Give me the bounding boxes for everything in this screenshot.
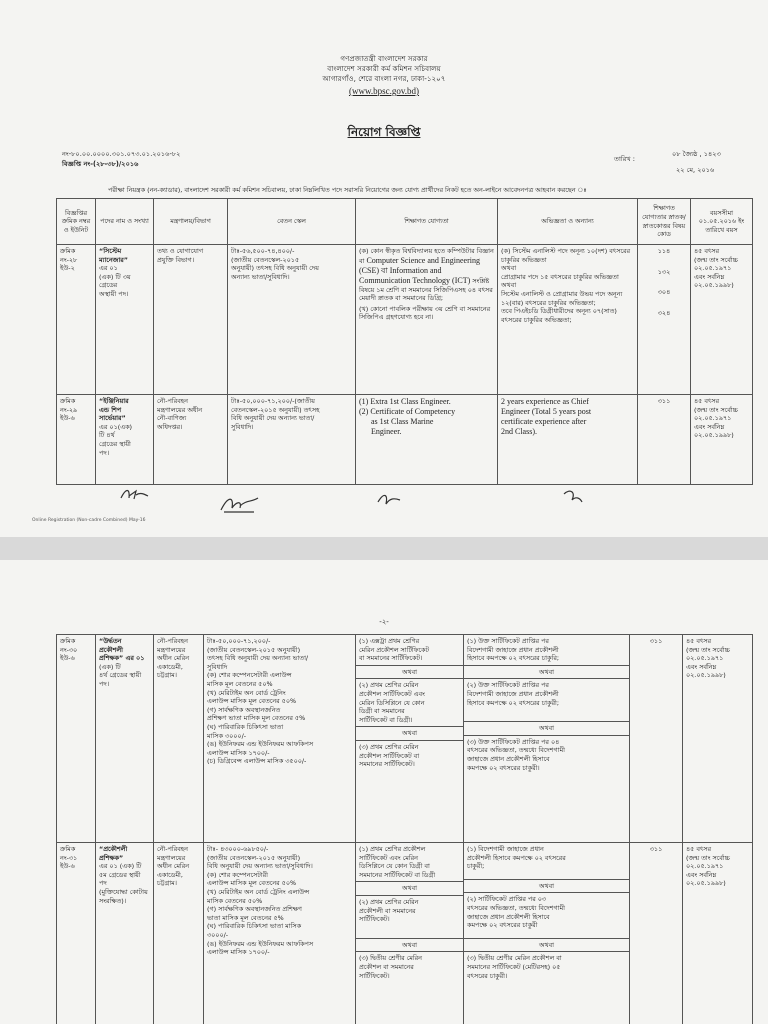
row30-serial: ক্রমিক নং-৩০ ইউ-৬ — [57, 635, 96, 843]
signature-4 — [560, 486, 584, 506]
row30-age: ৪৫ বৎসর (জন্ম তাং সর্বোচ্চ ০২.০৫.১৯৭১ এবং সর্বনিম্ন ০২.০৫.১৯৯৮) — [683, 635, 753, 843]
govt-title: গণপ্রজাতন্ত্রী বাংলাদেশ সরকার — [340, 54, 428, 63]
row31-subject-code: ৩১১ — [630, 843, 683, 1024]
row29-post: “ইঞ্জিনিয়ার এন্ড শিপ সার্ভেয়ার” এর ০১(এক) টি ৪র্থ গ্রেডের স্থায়ী পদ। — [96, 395, 154, 485]
or-divider: অথবা — [401, 940, 418, 949]
row28-education: (ক) কোন স্বীকৃত বিশ্ববিদ্যালয় হতে কম্পিউটার বিজ্ঞান বা Computer Science and Engineering (CSE) বা Information and Communication Technology (ICT) সংশ্লিষ্ট বিষয়ে ১ম শ্রেণি বা সমমানের সিজিপিএসহ ০৪ বৎসর মেয়াদী স্নাতক বা সমমানের ডিগ্রি; (খ) কোনো পাবলিক পরীক্ষায় ৩য় শ্রেণি বা সমমানের সিজিপিএ গ্রহণযোগ্য হবে না। — [356, 245, 498, 395]
row30-post: “উর্দ্ধতন প্রকৌশলী প্রশিক্ষক” এর ০১ (এক) টি ৪র্থ গ্রেডের স্থায়ী পদ। — [96, 635, 154, 843]
memo-number: নং-৮০.০০.০০০০.৩০১.০৭৩.০১.২০১৬-৮২ — [62, 150, 181, 158]
date-english: ২২ মে, ২০১৬ — [676, 166, 715, 174]
row29-age: ৪৫ বৎসর (জন্ম তাং সর্বোচ্চ ০২.০৫.১৯৭১ এবং সর্বনিম্ন ০২.০৫.১৯৯৮) — [691, 395, 753, 485]
signature-2 — [218, 492, 262, 516]
row28-experience: (ক) সিস্টেম এনালিস্ট পদে অনূন্য ১০(দশ) বৎসরের চাকুরির অভিজ্ঞতা অথবা প্রোগ্রামার পদে ১৫ বৎসরের চাকুরির অভিজ্ঞতা অথবা সিস্টেম এনালিস্ট ও প্রোগ্রামার উভয় পদে অনূন্য ১২(বার) বৎসরের চাকুরির অভিজ্ঞতা; তবে পিএইচডি ডিগ্রীধারীদের অনূন্য ০৭(সাত) বৎসরের চাকুরির অভিজ্ঞতা; — [498, 245, 638, 395]
col-age: বয়সসীমা ০১.০৫.২০১৬ ইং তারিখে বয়স — [691, 199, 753, 245]
row29-ministry: নৌ-পরিবহন মন্ত্রণালয়ের অধীন নৌ-বাণিজ্য অধিদপ্তর। — [154, 395, 228, 485]
table-row — [57, 395, 753, 485]
col-post: পদের নাম ও সংখ্যা — [96, 199, 154, 245]
row29-education: (1) Extra 1st Class Engineer. (2) Certificate of Competency as 1st Class Marine Engineer. — [356, 395, 498, 485]
commission-title: বাংলাদেশ সরকারী কর্ম কমিশন সচিবালয় — [327, 64, 441, 73]
or-divider: অথবা — [401, 667, 418, 676]
or-divider: অথবা — [401, 884, 418, 893]
jobs-table-page1 — [56, 198, 753, 485]
col-serial: বিজ্ঞপ্তির ক্রমিক নম্বর ও ইউনিট — [57, 199, 96, 245]
col-ministry: মন্ত্রণালয়/বিভাগ — [154, 199, 228, 245]
row31-experience: (১) বিদেশগামী জাহাজে প্রধান প্রকৌশলী হিসাবে কমপক্ষে ০২ বৎসরের চাকুরী; অথবা (২) সার্টিফিকেট প্রাপ্তির পর ০৩ বৎসরের অভিজ্ঞতা, তন্মধ্যে বিদেশগামী জাহাজে প্রধান প্রকৌশলী হিসাবে কমপক্ষে ০২ বৎসরের চাকুরী অথবা (৩) দ্বিতীয় শ্রেণীর মেরিন প্রকৌশল বা সমমানের সার্টিফিকেট (মেটিরসহ) ০৫ বৎসরের চাকুরী। — [464, 843, 630, 1024]
website-link[interactable]: (www.bpsc.gov.bd) — [348, 86, 420, 96]
row31-pay: টাঃ- ৪৩০০০-৬৯৮৫০/- (জাতীয় বেতনস্কেল-২০১৫ অনুযায়ী) বিধি অনুযায়ী দেয় অন্যান্য ভাতা/সুবিধাদি। (ক) শোর কম্পেনসেটারী এলাউন্স মাসিক মূল বেতনের ৫০% (খ) মেরিটাইম অন বোর্ড ট্রেনিং এলাউন্স মাসিক বেতনের ৫০% (গ) সার্বক্ষণিক অবস্থানজনিত প্রশিক্ষণ ভাতা মাসিক মূল বেতনের ৫% (ঘ) পারিবারিক চিকিৎসা ভাতা মাসিক ৩০০০/- (ঙ) ইউনিফরম এন্ড ইউনিফরম আফকিপস এলাউন্স মাসিক ১৭০০/- — [204, 843, 356, 1024]
page-2 — [0, 560, 768, 1024]
or-divider: অথবা — [538, 724, 555, 733]
row29-experience: 2 years experience as Chief Engineer (Total 5 years post certificate experience after 2nd Class). — [498, 395, 638, 485]
col-pay: বেতন স্কেল — [228, 199, 356, 245]
row28-age: ৪৫ বৎসর (জন্ম তাং সর্বোচ্চ ০২.০৫.১৯৭১ এবং সর্বনিম্ন ০২.০৫.১৯৯৮) — [691, 245, 753, 395]
table-row — [57, 245, 753, 395]
row30-ministry: নৌ-পরিবহন মন্ত্রণালয়ের অধীন মেরিন একাডেমী, চট্টগ্রাম। — [154, 635, 204, 843]
footer-note: Online Registration (Non-cadre Combined) May-16 — [32, 518, 146, 523]
date-label: তারিখ : — [614, 155, 636, 163]
page-number: -২- — [379, 618, 389, 626]
or-divider: অথবা — [538, 940, 555, 949]
or-divider: অথবা — [538, 667, 555, 676]
address: আগারগাঁও, শেরে বাংলা নগর, ঢাকা-১২০৭ — [322, 74, 446, 83]
signature-3 — [374, 490, 404, 510]
row29-pay: টাঃ-৫০,০০০-৭১,২০০/-(জাতীয় বেতনস্কেল-২০১৫ অনুযায়ী) তৎসহ বিধি অনুযায়ী দেয় অন্যান্য ভাতা/ সুবিধাদি। — [228, 395, 356, 485]
jobs-table-page2 — [56, 634, 753, 1024]
advert-number: বিজ্ঞপ্তি নং-(২৮-৩৮)/২০১৬ — [62, 160, 139, 168]
col-exp: অভিজ্ঞতা ও অন্যান্য — [498, 199, 638, 245]
row31-education: (১) প্রথম শ্রেণির প্রকৌশল সার্টিফিকেট এবং মেরিন ডিসিপ্লিনে যে কোন ডিগ্রী বা সমমানের সার্টিফিকেট বা ডিগ্রী অথবা (২) প্রথম শ্রেণির মেরিন প্রকৌশলী বা সমমানের সার্টিফিকেট। অথবা (৩) দ্বিতীয় শ্রেণীর মেরিন প্রকৌশল বা সমমানের সার্টিফিকেট। — [356, 843, 464, 1024]
col-edu: শিক্ষাগত যোগ্যতা — [356, 199, 498, 245]
col-code: শিক্ষাগত যোগ্যতার স্নাতক/স্নাতকোত্তর বিষয় কোড — [638, 199, 691, 245]
table-row — [57, 635, 753, 843]
row28-pay: টাঃ-৫৬,৫০০-৭৪,৪০০/- (জাতীয় বেতনস্কেল-২০১৫ অনুযায়ী) তৎসহ বিধি অনুযায়ী দেয় অন্যান্য ভাতা/সুবিধাদি। — [228, 245, 356, 395]
table-row — [57, 843, 753, 1024]
row28-subject-codes: ১১৪ ১৩২ ৩০৪ ৩২৪ — [638, 245, 691, 395]
row28-ministry: তথ্য ও যোগাযোগ প্রযুক্তি বিভাগ। — [154, 245, 228, 395]
row29-subject-code: ৩১১ — [638, 395, 691, 485]
intro-paragraph: পরীক্ষা নিয়ন্ত্রক (নন-ক্যাডার), বাংলাদেশ সরকারী কর্ম কমিশন সচিবালয়, ঢাকা নিম্নলিখিত পদে সরাসরি নিয়োগের জন্য যোগ্য প্রার্থীদের নিকট হতে অন-লাইনে আবেদনপত্র আহবান করছেন ঃ — [108, 186, 587, 194]
row31-post: “প্রকৌশলী প্রশিক্ষক” এর ০১ (এক) টি ৫ম গ্রেডের স্থায়ী পদ (মুক্তিযোদ্ধা কোটায় সংরক্ষিত)। — [96, 843, 154, 1024]
row31-age: ৪৫ বৎসর (জন্ম তাং সর্বোচ্চ ০২.০৫.১৯৭১ এবং সর্বনিম্ন ০২.০৫.১৯৯৮) — [683, 843, 753, 1024]
signature-1 — [118, 486, 152, 504]
row30-education: (১) এক্সট্রা প্রথম শ্রেণির মেরিন প্রকৌশল সার্টিফিকেট বা সমমানের সার্টিফিকেট। অথবা (২) প্রথম শ্রেণির মেরিন প্রকৌশল সার্টিফিকেট এবং মেরিন ডিসিপ্লিনে যে কোন ডিগ্রী বা সমমানের সার্টিফিকেট বা ডিগ্রী। অথবা (৩) প্রথম শ্রেণির মেরিন প্রকৌশল সার্টিফিকেট বা সমমানের সার্টিফিকেট। — [356, 635, 464, 843]
row30-pay: টাঃ-৫০,০০০-৭১,২০০/- (জাতীয় বেতনস্কেল-২০১৫ অনুযায়ী) তৎসহ বিধি অনুযায়ী দেয় অন্যান্য ভাতা/ সুবিধাদি (ক) শোর কম্পেনসেটারী এলাউন্স মাসিক মূল বেতনের ৫০% (খ) মেরিটাইম অন বোর্ড ট্রেনিং এলাউন্স মাসিক মূল বেতনের ৫০% (গ) সার্বক্ষণিক অবস্থানজনিত প্রশিক্ষণ ভাতা মাসিক মূল বেতনের ৫% (ঘ) পারিবারিক চিকিৎসা ভাতা মাসিক ৩০০০/- (ঙ) ইউনিফরম এন্ড ইউনিফরম আফকিপস এলাউন্স মাসিক ১৭০০/- (চ) ডিগ্রিবেন্স এলাউন্স মাসিক ৩৫০০/- — [204, 635, 356, 843]
or-divider: অথবা — [538, 881, 555, 890]
row28-post: “সিস্টেম ম্যানেজার” এর ০১ (এক) টি ৩য় গ্রেডের অস্থায়ী পদ। — [96, 245, 154, 395]
table-header-row — [57, 199, 753, 245]
row31-ministry: নৌ-পরিবহন মন্ত্রণালয়ের অধীন মেরিন একাডেমী, চট্টগ্রাম। — [154, 843, 204, 1024]
date-bangla: ০৮ জ্যৈষ্ঠ , ১৪২৩ — [672, 150, 721, 158]
row28-serial: ক্রমিক নং-২৮ ইউ-২ — [57, 245, 96, 395]
row31-serial: ক্রমিক নং-৩১ ইউ-৬ — [57, 843, 96, 1024]
notice-title: নিয়োগ বিজ্ঞপ্তি — [347, 125, 421, 139]
or-divider: অথবা — [401, 729, 418, 738]
row29-serial: ক্রমিক নং-২৯ ইউ-৬ — [57, 395, 96, 485]
row30-experience: (১) উক্ত সার্টিফিকেট প্রাপ্তির পর বিদেশগামী জাহাজে প্রধান প্রকৌশলী হিসাবে কমপক্ষে ০২ বৎসরের চাকুরি; অথবা (২) উক্ত সার্টিফিকেট প্রাপ্তির পর বিদেশগামী জাহাজে প্রধান প্রকৌশলী হিসাবে কমপক্ষে ০২ বৎসরের চাকুরী; অথবা (৩) উক্ত সার্টিফিকেট প্রাপ্তির পর ০৪ বৎসরের অভিজ্ঞতা, তন্মধ্যে বিদেশগামী জাহাজে প্রধান প্রকৌশলী হিসাবে কমপক্ষে ০২ বৎসরের চাকুরী। — [464, 635, 630, 843]
row30-subject-code: ৩১১ — [630, 635, 683, 843]
